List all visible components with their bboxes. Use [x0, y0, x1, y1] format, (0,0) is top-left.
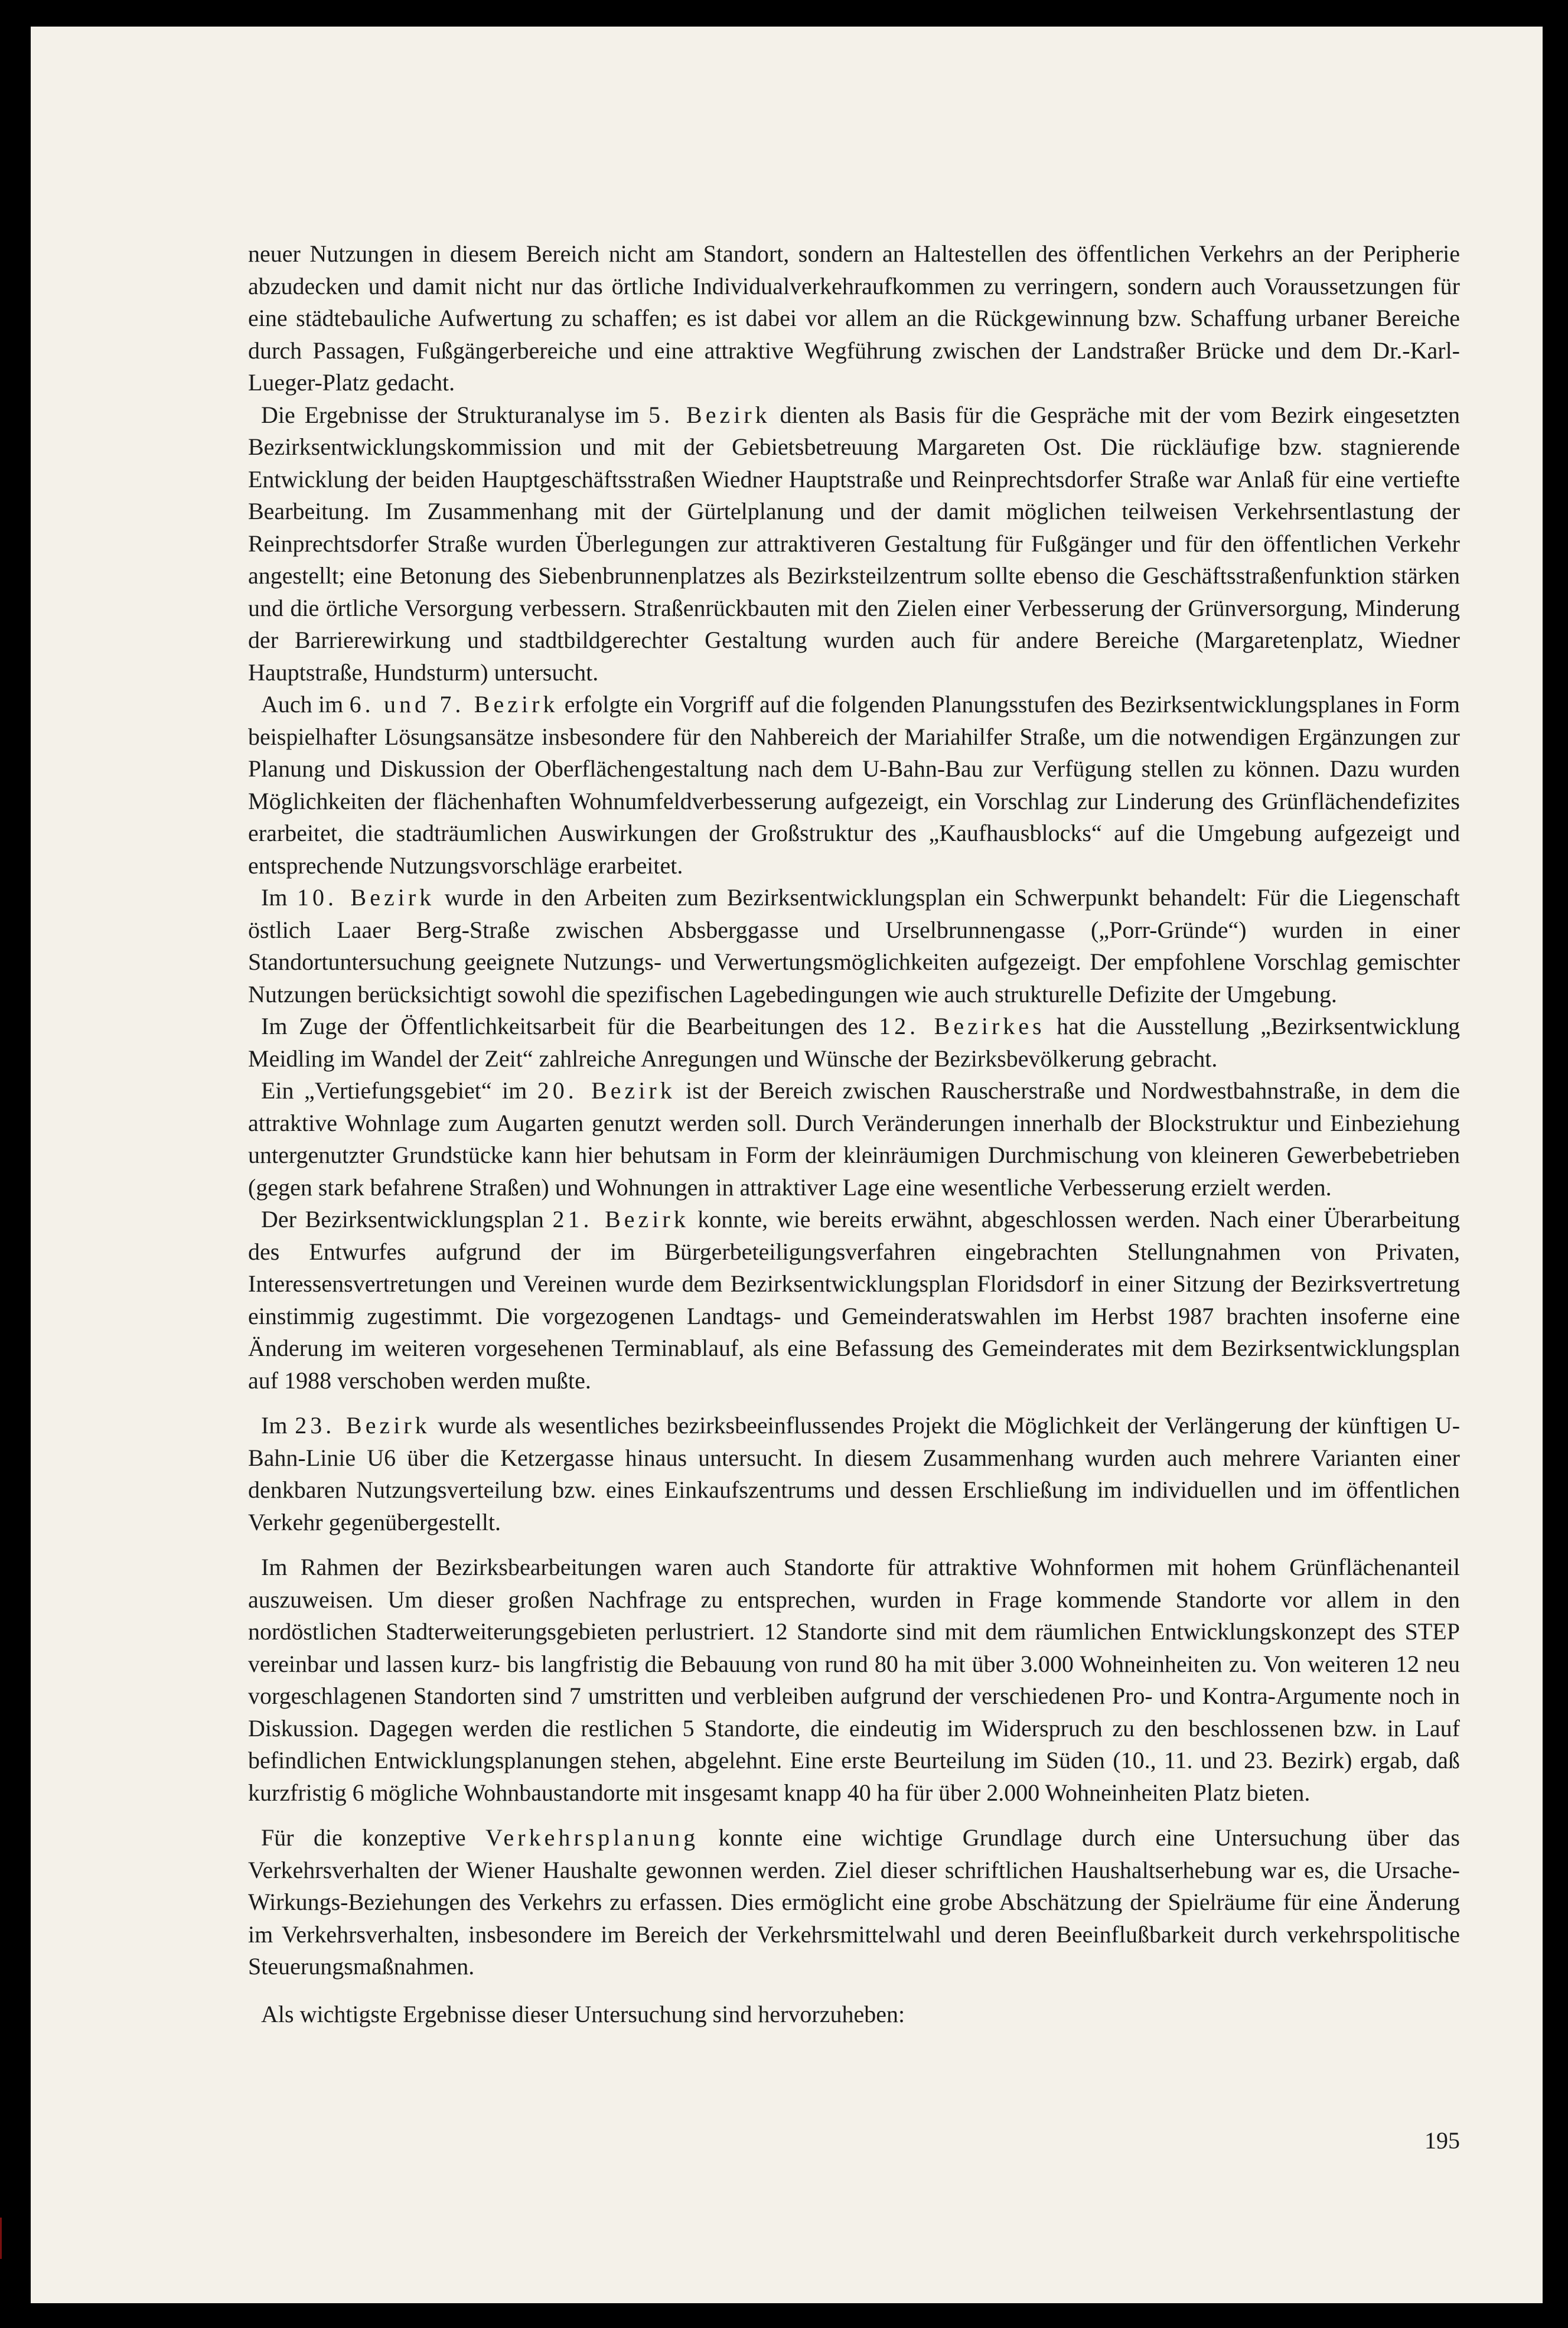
body-text	[248, 238, 1460, 2030]
spaced-emphasis: 12. Bezirkes	[879, 1013, 1045, 1039]
paragraph	[248, 399, 1460, 689]
spaced-emphasis: 5. Bezirk	[648, 401, 771, 428]
text-run: Ein „Vertiefungsgebiet“ im	[261, 1077, 537, 1104]
spaced-emphasis: 6. und 7. Bezirk	[349, 691, 559, 718]
spaced-emphasis: 21. Bezirk	[552, 1206, 689, 1233]
text-run: konnte, wie bereits erwähnt, abgeschlossen werden. Nach einer Überarbeitung des Entwurfes aufgrund der im Bürgerbeteiligungsverfahren eingebrachten Stellungnahmen von Privaten, Interessensvertretungen und Vereinen wurde dem Bezirksentwicklungsplan Floridsdorf in einer Sitzung der Bezirksvertretung einstimmig zugestimmt. Die vorgezogenen Landtags- und Gemeinderatswahlen im Herbst 1987 brachten insoferne eine Änderung im weiteren vorgesehenen Terminablauf, als eine Befassung des Gemeinderates mit dem Bezirksentwicklungsplan auf 1988 verschoben werden mußte.	[248, 1206, 1460, 1394]
spaced-emphasis: 23. Bezirk	[295, 1412, 431, 1439]
paragraph	[248, 238, 1460, 399]
paragraph	[248, 1998, 1460, 2031]
paragraph	[248, 1204, 1460, 1397]
spaced-emphasis: Verkehrsplanung	[485, 1824, 699, 1851]
paragraph	[248, 1822, 1460, 1983]
paragraph	[248, 689, 1460, 882]
edge-mark	[0, 2218, 2, 2259]
text-run: Als wichtigste Ergebnisse dieser Untersuchung sind hervorzuheben:	[261, 2000, 905, 2027]
paragraph	[248, 1010, 1460, 1075]
spaced-emphasis: 10. Bezirk	[296, 884, 435, 911]
text-run: Im Zuge der Öffentlichkeitsarbeit für die Bearbeitungen des	[261, 1013, 879, 1039]
paragraph	[248, 1075, 1460, 1204]
page-number: 195	[1424, 2127, 1460, 2154]
page-sheet	[31, 27, 1543, 2303]
text-run: hat die Ausstellung „Bezirksentwicklung Meidling im Wandel der Zeit“ zahlreiche Anregungen und Wünsche der Bezirksbevölkerung gebracht.	[248, 1013, 1460, 1072]
text-run: dienten als Basis für die Gespräche mit der vom Bezirk eingesetzten Bezirksentwicklungskommission und mit der Gebietsbetreuung Margareten Ost. Die rückläufige bzw. stagnierende Entwicklung der beiden Hauptgeschäftsstraßen Wiedner Hauptstraße und Reinprechtsdorfer Straße war Anlaß für eine vertiefte Bearbeitung. Im Zusammenhang mit der Gürtelplanung und der damit möglichen teilweisen Verkehrsentlastung der Reinprechtsdorfer Straße wurden Überlegungen zur attraktiveren Gestaltung für Fußgänger und für den öffentlichen Verkehr angestellt; eine Betonung des Siebenbrunnenplatzes als Bezirksteilzentrum sollte ebenso die Geschäftsstraßenfunktion stärken und die örtliche Versorgung verbessern. Straßenrückbauten mit den Zielen einer Verbesserung der Grünversorgung, Minderung der Barrierewirkung und stadtbildgerechter Gestaltung wurden auch für andere Bereiche (Margaretenplatz, Wiedner Hauptstraße, Hundsturm) untersucht.	[248, 401, 1461, 686]
paragraph	[248, 882, 1460, 1010]
text-run: wurde in den Arbeiten zum Bezirksentwicklungsplan ein Schwerpunkt behandelt: Für die Liegenschaft östlich Laaer Berg-Straße zwischen Absberggasse und Urselbrunnengasse („Porr-Gründe“) wurden in einer Standortuntersuchung geeignete Nutzungs- und Verwertungsmöglichkeiten aufgezeigt. Der empfohlene Vorschlag gemischter Nutzungen berücksichtigt sowohl die spezifischen Lagebedingungen wie auch strukturelle Defizite der Umgebung.	[248, 884, 1461, 1008]
text-run: Auch im	[261, 691, 350, 718]
text-run: Im	[261, 1412, 295, 1439]
text-run: Für die konzeptive	[261, 1824, 486, 1851]
paragraph	[248, 1551, 1460, 1809]
paragraph	[248, 1410, 1460, 1538]
text-run: Im	[261, 884, 297, 911]
text-run: erfolgte ein Vorgriff auf die folgenden Planungsstufen des Bezirksentwicklungsplanes in Form beispielhafter Lösungsansätze insbesondere für den Nahbereich der Mariahilfer Straße, um die notwendigen Ergänzungen zur Planung und Diskussion der Oberflächengestaltung nach dem U-Bahn-Bau zur Verfügung stellen zu können. Dazu wurden Möglichkeiten der flächenhaften Wohnumfeldverbesserung aufgezeigt, ein Vorschlag zur Linderung des Grünflächendefizites erarbeitet, die stadträumlichen Auswirkungen der Großstruktur des „Kaufhausblocks“ auf die Umgebung aufgezeigt und entsprechende Nutzungsvorschläge erarbeitet.	[248, 691, 1460, 879]
text-run: ist der Bereich zwischen Rauscherstraße und Nordwestbahnstraße, in dem die attraktive Wohnlage zum Augarten genutzt werden soll. Durch Veränderungen innerhalb der Blockstruktur und Einbeziehung untergenutzter Grundstücke kann hier behutsam in Form der kleinräumigen Durchmischung von kleineren Gewerbebetrieben (gegen stark befahrene Straßen) und Wohnungen in attraktiver Lage eine wesentliche Verbesserung erzielt werden.	[248, 1077, 1460, 1201]
text-run: Die Ergebnisse der Strukturanalyse im	[261, 401, 649, 428]
text-run: Im Rahmen der Bezirksbearbeitungen waren auch Standorte für attraktive Wohnformen mit hohem Grünflächenanteil auszuweisen. Um dieser großen Nachfrage zu entsprechen, wurden in Frage kommende Standorte vor allem in den nordöstlichen Stadterweiterungsgebieten perlustriert. 12 Standorte sind mit dem räumlichen Entwicklungskonzept des STEP vereinbar und lassen kurz- bis langfristig die Bebauung von rund 80 ha mit über 3.000 Wohneinheiten zu. Von weiteren 12 neu vorgeschlagenen Standorten sind 7 umstritten und verbleiben aufgrund der verschiedenen Pro- und Kontra-Argumente noch in Diskussion. Dagegen werden die restlichen 5 Standorte, die eindeutig im Widerspruch zu den beschlossenen bzw. in Lauf befindlichen Entwicklungsplanungen stehen, abgelehnt. Eine erste Beurteilung im Süden (10., 11. und 23. Bezirk) ergab, daß kurzfristig 6 mögliche Wohnbaustandorte mit insgesamt knapp 40 ha für über 2.000 Wohneinheiten Platz bieten.	[248, 1554, 1460, 1806]
spaced-emphasis: 20. Bezirk	[537, 1077, 676, 1104]
text-run: konnte eine wichtige Grundlage durch eine Untersuchung über das Verkehrsverhalten der Wiener Haushalte gewonnen werden. Ziel dieser schriftlichen Haushaltserhebung war es, die Ursache-Wirkungs-Beziehungen des Verkehrs zu erfassen. Dies ermöglicht eine grobe Abschätzung der Spielräume für eine Änderung im Verkehrsverhalten, insbesondere im Bereich der Verkehrsmittelwahl und deren Beeinflußbarkeit durch verkehrspolitische Steuerungsmaßnahmen.	[248, 1824, 1460, 1980]
text-run: neuer Nutzungen in diesem Bereich nicht am Standort, sondern an Haltestellen des öffentlichen Verkehrs an der Peripherie abzudecken und damit nicht nur das örtliche Individualverkehraufkommen zu verringern, sondern auch Voraussetzungen für eine städtebauliche Aufwertung zu schaffen; es ist dabei vor allem an die Rückgewinnung bzw. Schaffung urbaner Bereiche durch Passagen, Fußgängerbereiche und eine attraktive Wegführung zwischen der Landstraßer Brücke und dem Dr.-Karl-Lueger-Platz gedacht.	[248, 240, 1460, 396]
text-run: Der Bezirksentwicklungsplan	[261, 1206, 553, 1233]
text-run: wurde als wesentliches bezirksbeeinflussendes Projekt die Möglichkeit der Verlängerung der künftigen U-Bahn-Linie U6 über die Ketzergasse hinaus untersucht. In diesem Zusammenhang wurden auch mehrere Varianten einer denkbaren Nutzungsverteilung bzw. eines Einkaufszentrums und dessen Erschließung im individuellen und im öffentlichen Verkehr gegenübergestellt.	[248, 1412, 1461, 1535]
